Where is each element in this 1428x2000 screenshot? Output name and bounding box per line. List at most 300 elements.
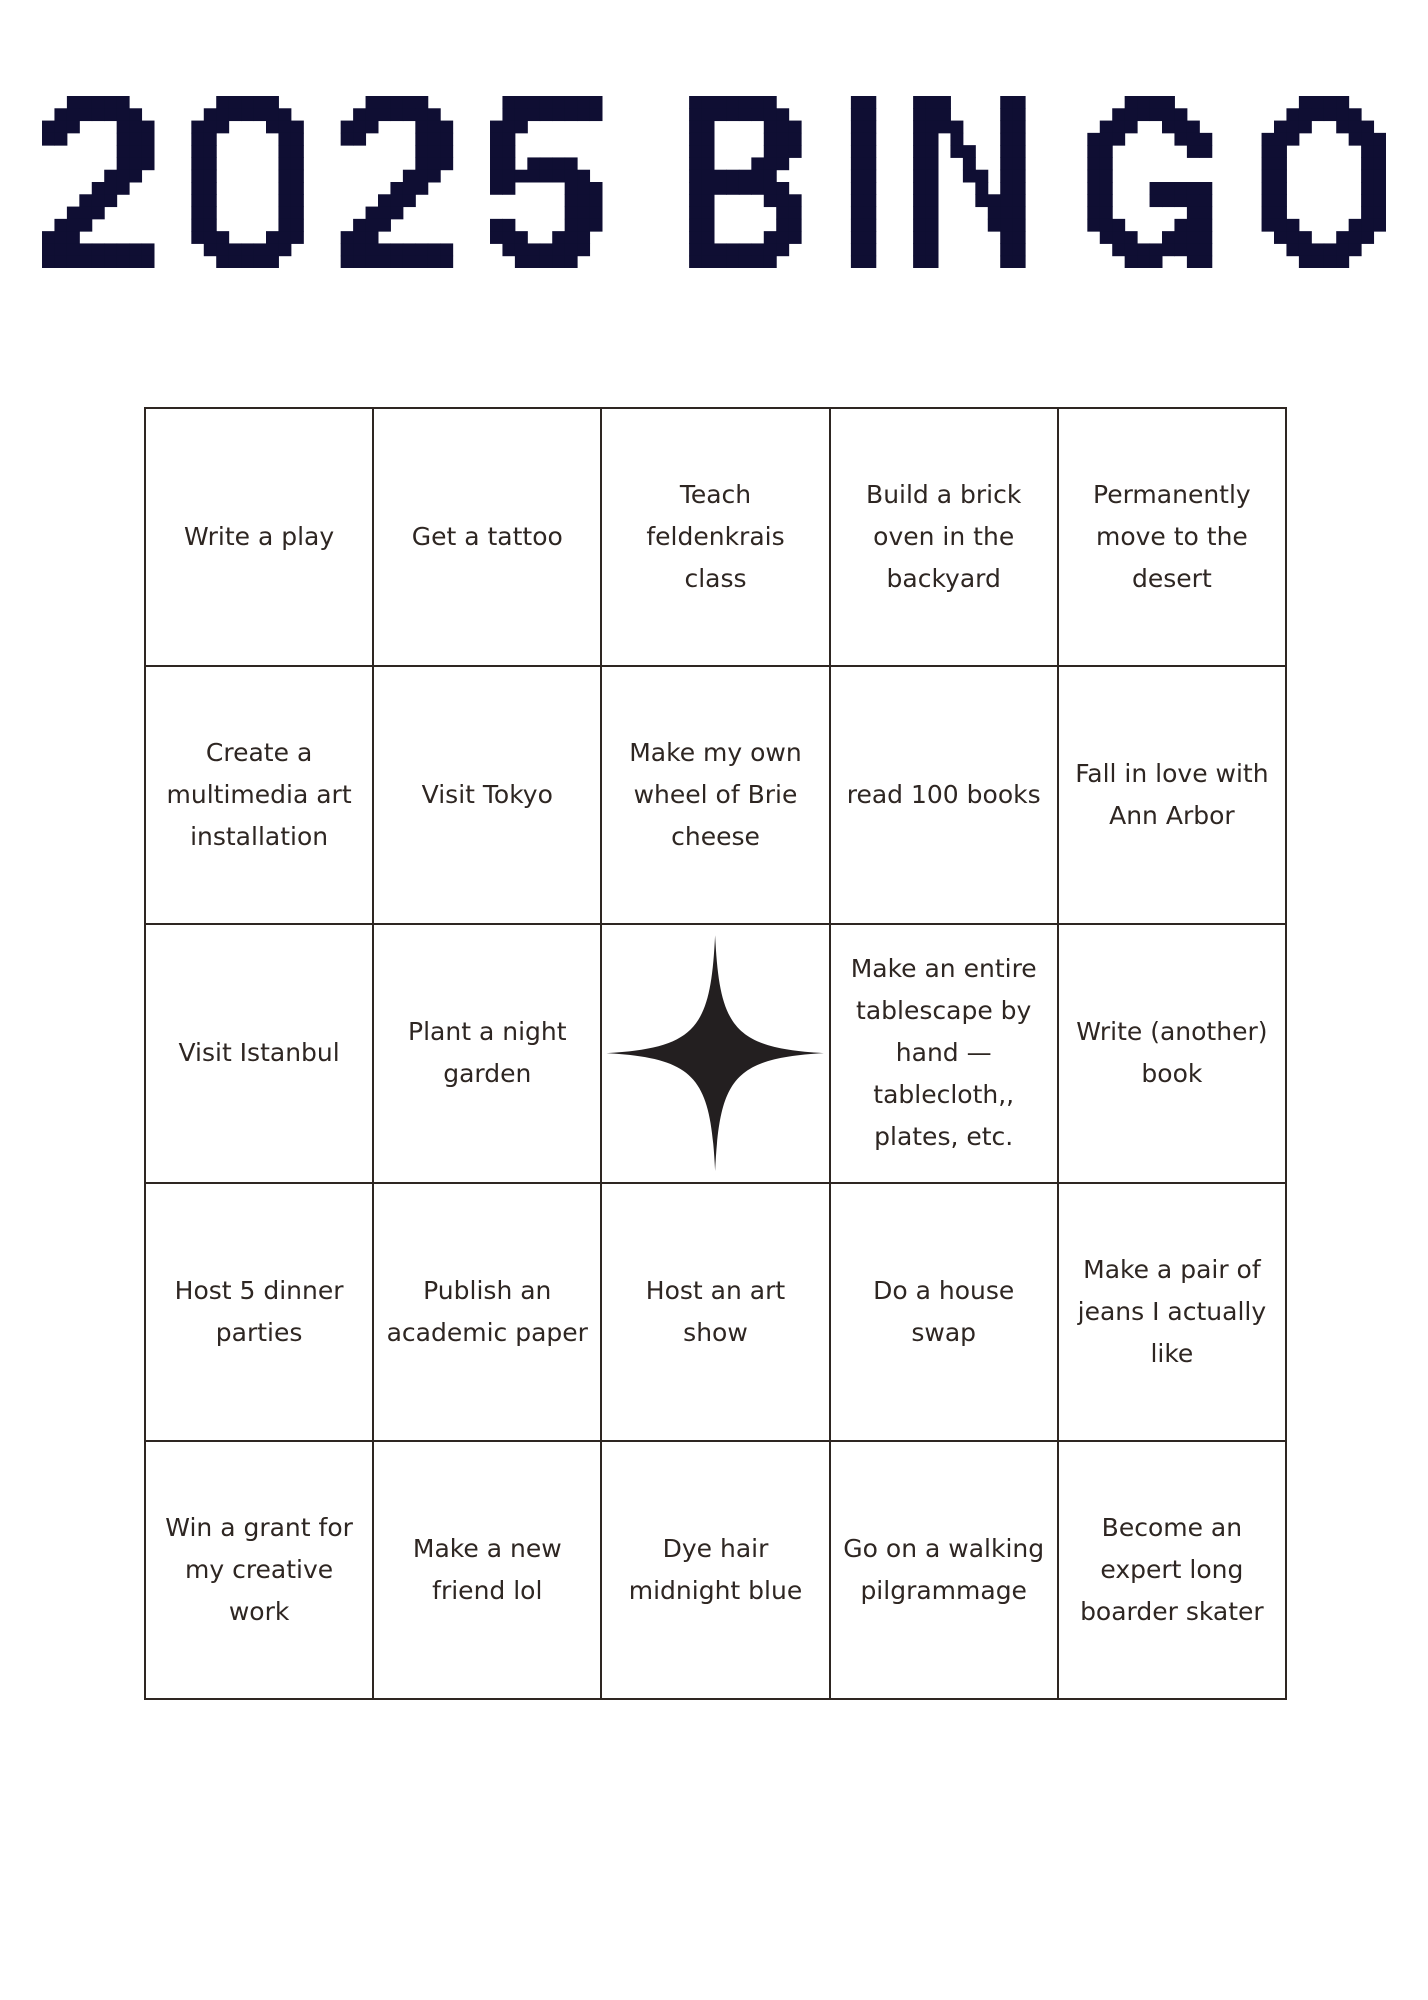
title-pixel: [366, 231, 379, 244]
title-pixel: [1013, 108, 1026, 121]
title-pixel: [204, 121, 217, 134]
title-pixel: [1361, 133, 1374, 146]
title-pixel: [552, 170, 565, 183]
title-pixel: [428, 256, 441, 268]
title-pixel: [291, 121, 304, 134]
title-pixel: [739, 170, 752, 183]
title-pixel: [1199, 194, 1212, 207]
title-pixel: [764, 194, 777, 207]
title-pixel: [726, 243, 739, 256]
title-pixel: [1361, 121, 1374, 134]
bingo-cell[interactable]: [601, 1441, 829, 1699]
bingo-cell[interactable]: [373, 666, 601, 924]
title-pixel: [1286, 108, 1299, 121]
title-pixel: [1199, 145, 1212, 158]
title-pixel: [863, 207, 876, 220]
bingo-cell-text: Visit Tokyo: [421, 780, 553, 810]
title-pixel: [1199, 243, 1212, 256]
title-pixel: [129, 133, 142, 146]
title-pixel: [191, 170, 204, 183]
title-pixel: [79, 108, 92, 121]
title-pixel: [1100, 231, 1113, 244]
title-pixel: [1100, 219, 1113, 232]
title-pixel: [1150, 96, 1163, 109]
bingo-cell[interactable]: [145, 408, 373, 666]
title-pixel: [776, 108, 789, 121]
title-pixel: [926, 243, 939, 256]
bingo-cell-text: Permanently move to the desert: [1093, 480, 1251, 594]
title-pixel: [1087, 145, 1100, 158]
title-pixel: [1336, 256, 1349, 268]
title-pixel: [1137, 108, 1150, 121]
title-pixel: [963, 157, 976, 170]
title-pixel: [129, 145, 142, 158]
title-pixel: [776, 231, 789, 244]
title-pixel: [913, 182, 926, 195]
title-pixel: [353, 121, 366, 134]
bingo-cell-text: Make a pair of jeans I actually like: [1077, 1254, 1267, 1368]
title-pixel: [67, 231, 80, 244]
title-pixel: [440, 256, 453, 268]
title-pixel: [117, 108, 130, 121]
title-pixel: [104, 194, 117, 207]
title-pixel: [1000, 145, 1013, 158]
title-pixel: [92, 207, 105, 220]
title-pixel: [913, 96, 926, 109]
title-pixel: [851, 170, 864, 183]
title-pixel: [1187, 256, 1200, 268]
title-pixel: [204, 182, 217, 195]
title-pixel: [1299, 96, 1312, 109]
title-pixel: [689, 207, 702, 220]
bingo-cell-text: Win a grant for my creative work: [165, 1512, 353, 1626]
page-title: [42, 96, 1386, 268]
title-pixel: [1187, 133, 1200, 146]
title-pixel: [415, 121, 428, 134]
title-pixel: [440, 157, 453, 170]
bingo-cell[interactable]: [830, 1183, 1058, 1441]
bingo-cell[interactable]: [601, 408, 829, 666]
title-pixel: [1324, 256, 1337, 268]
title-pixel: [191, 194, 204, 207]
title-pixel: [266, 121, 279, 134]
title-pixel: [527, 170, 540, 183]
title-pixel: [490, 182, 503, 195]
title-pixel: [726, 96, 739, 109]
title-pixel: [863, 133, 876, 146]
title-pixel: [1013, 157, 1026, 170]
title-pixel: [54, 231, 67, 244]
title-pixel: [577, 207, 590, 220]
title-pixel: [726, 182, 739, 195]
title-pixel: [714, 170, 727, 183]
title-pixel: [1274, 145, 1287, 158]
title-pixel: [1361, 231, 1374, 244]
title-pixel: [67, 121, 80, 134]
title-pixel: [1311, 108, 1324, 121]
title-pixel: [403, 243, 416, 256]
title-pixel: [1187, 182, 1200, 195]
title-pixel: [278, 121, 291, 134]
title-pixel: [1336, 96, 1349, 109]
title-pixel: [1000, 219, 1013, 232]
title-pixel: [1174, 182, 1187, 195]
title-pixel: [278, 170, 291, 183]
title-pixel: [689, 145, 702, 158]
title-pixel: [926, 194, 939, 207]
title-pixel: [241, 108, 254, 121]
title-pixel: [1311, 243, 1324, 256]
title-pixel: [142, 133, 155, 146]
title-pixel: [527, 157, 540, 170]
title-pixel: [440, 133, 453, 146]
title-pixel: [254, 256, 267, 268]
title-pixel: [764, 256, 777, 268]
title-pixel: [1174, 231, 1187, 244]
title-pixel: [963, 145, 976, 158]
title-pixel: [702, 182, 715, 195]
title-pixel: [1000, 231, 1013, 244]
title-pixel: [552, 256, 565, 268]
title-pixel: [129, 121, 142, 134]
title-pixel: [1013, 243, 1026, 256]
title-pixel: [403, 256, 416, 268]
title-pixel: [1000, 170, 1013, 183]
bingo-cell[interactable]: [601, 666, 829, 924]
bingo-cell[interactable]: [1058, 666, 1286, 924]
title-pixel: [926, 133, 939, 146]
title-pixel: [590, 96, 603, 109]
title-pixel: [540, 108, 553, 121]
title-pixel: [490, 157, 503, 170]
title-pixel: [291, 133, 304, 146]
title-pixel: [776, 121, 789, 134]
title-pixel: [502, 133, 515, 146]
title-pixel: [1000, 194, 1013, 207]
title-pixel: [1125, 96, 1138, 109]
title-pixel: [751, 96, 764, 109]
title-pixel: [79, 96, 92, 109]
title-pixel: [776, 207, 789, 220]
bingo-cell-text: Visit Istanbul: [178, 1038, 340, 1068]
title-pixel: [415, 133, 428, 146]
title-pixel: [502, 170, 515, 183]
title-pixel: [79, 207, 92, 220]
title-pixel: [216, 231, 229, 244]
bingo-cell[interactable]: [373, 924, 601, 1182]
title-pixel: [739, 96, 752, 109]
title-pixel: [552, 243, 565, 256]
bingo-cell-text: Plant a night garden: [408, 1017, 567, 1089]
title-pixel: [764, 133, 777, 146]
title-pixel: [229, 256, 242, 268]
title-pixel: [1299, 108, 1312, 121]
title-pixel: [1199, 219, 1212, 232]
title-pixel: [117, 243, 130, 256]
bingo-cell[interactable]: [373, 1441, 601, 1699]
title-pixel: [502, 182, 515, 195]
title-pixel: [540, 96, 553, 109]
title-pixel: [863, 194, 876, 207]
title-pixel: [552, 108, 565, 121]
bingo-cell-text: Build a brick oven in the backyard: [866, 480, 1022, 594]
title-pixel: [975, 182, 988, 195]
title-pixel: [440, 121, 453, 134]
title-pixel: [440, 145, 453, 158]
title-pixel: [1274, 219, 1287, 232]
title-pixel: [577, 231, 590, 244]
title-pixel: [1262, 170, 1275, 183]
title-pixel: [1262, 219, 1275, 232]
title-pixel: [229, 108, 242, 121]
title-pixel: [1137, 243, 1150, 256]
title-pixel: [926, 96, 939, 109]
title-pixel: [1162, 108, 1175, 121]
bingo-cell[interactable]: [1058, 924, 1286, 1182]
title-pixel: [1112, 121, 1125, 134]
title-pixel: [1187, 121, 1200, 134]
title-pixel: [1262, 145, 1275, 158]
bingo-cell[interactable]: [373, 408, 601, 666]
title-pixel: [266, 231, 279, 244]
title-pixel: [79, 194, 92, 207]
title-pixel: [515, 121, 528, 134]
title-pixel: [353, 108, 366, 121]
title-pixel: [1274, 157, 1287, 170]
title-pixel: [117, 145, 130, 158]
title-pixel: [565, 256, 578, 268]
bingo-cell-free[interactable]: [601, 924, 829, 1182]
bingo-cell[interactable]: [601, 1183, 829, 1441]
title-pixel: [1274, 231, 1287, 244]
bingo-cell-text: Create a multimedia art installation: [166, 738, 352, 852]
title-pixel: [714, 256, 727, 268]
title-pixel: [938, 108, 951, 121]
title-pixel: [702, 243, 715, 256]
title-pixel: [366, 96, 379, 109]
title-pixel: [1187, 194, 1200, 207]
title-pixel: [390, 256, 403, 268]
bingo-cell[interactable]: [145, 666, 373, 924]
title-pixel: [1336, 243, 1349, 256]
title-pixel: [590, 108, 603, 121]
title-pixel: [1013, 133, 1026, 146]
bingo-cell[interactable]: [830, 924, 1058, 1182]
title-pixel: [278, 207, 291, 220]
bingo-cell[interactable]: [145, 1441, 373, 1699]
title-pixel: [913, 108, 926, 121]
title-pixel: [278, 108, 291, 121]
title-pixel: [490, 133, 503, 146]
title-pixel: [851, 182, 864, 195]
title-pixel: [42, 133, 55, 146]
bingo-cell[interactable]: [145, 924, 373, 1182]
title-pixel: [378, 256, 391, 268]
title-pixel: [1137, 256, 1150, 268]
title-pixel: [751, 157, 764, 170]
title-pixel: [403, 96, 416, 109]
title-pixel: [1262, 194, 1275, 207]
title-pixel: [565, 231, 578, 244]
title-pixel: [913, 170, 926, 183]
title-pixel: [863, 157, 876, 170]
title-pixel: [863, 256, 876, 268]
bingo-cell[interactable]: [830, 1441, 1058, 1699]
title-pixel: [565, 194, 578, 207]
title-pixel: [403, 108, 416, 121]
title-pixel: [851, 219, 864, 232]
bingo-cell[interactable]: [830, 666, 1058, 924]
title-pixel: [1100, 121, 1113, 134]
bingo-grid: [144, 407, 1287, 1700]
bingo-cell-text: Host an art show: [645, 1275, 786, 1347]
title-pixel: [714, 182, 727, 195]
title-pixel: [353, 219, 366, 232]
title-pixel: [689, 170, 702, 183]
title-pixel: [428, 157, 441, 170]
title-pixel: [502, 108, 515, 121]
title-pixel: [913, 256, 926, 268]
title-pixel: [863, 170, 876, 183]
title-pixel: [1349, 243, 1362, 256]
title-pixel: [863, 231, 876, 244]
title-pixel: [266, 96, 279, 109]
title-pixel: [789, 145, 802, 158]
title-pixel: [378, 96, 391, 109]
title-pixel: [851, 121, 864, 134]
title-pixel: [1199, 133, 1212, 146]
title-pixel: [428, 133, 441, 146]
title-pixel: [1125, 231, 1138, 244]
title-pixel: [702, 207, 715, 220]
title-pixel: [67, 243, 80, 256]
bingo-cell[interactable]: [830, 408, 1058, 666]
title-pixel: [926, 170, 939, 183]
title-pixel: [1150, 194, 1163, 207]
title-pixel: [216, 256, 229, 268]
title-pixel: [1087, 157, 1100, 170]
title-pixel: [1112, 243, 1125, 256]
title-pixel: [1013, 121, 1026, 134]
title-pixel: [502, 219, 515, 232]
title-pixel: [366, 256, 379, 268]
title-pixel: [291, 145, 304, 158]
title-pixel: [104, 182, 117, 195]
title-pixel: [403, 182, 416, 195]
title-pixel: [1199, 256, 1212, 268]
title-pixel: [502, 231, 515, 244]
title-pixel: [913, 207, 926, 220]
title-pixel: [54, 219, 67, 232]
title-pixel: [142, 121, 155, 134]
bingo-cell[interactable]: [1058, 1183, 1286, 1441]
title-pixel: [54, 133, 67, 146]
bingo-cell[interactable]: [1058, 408, 1286, 666]
title-pixel: [1112, 133, 1125, 146]
title-pixel: [1361, 194, 1374, 207]
title-pixel: [1286, 121, 1299, 134]
title-pixel: [1125, 256, 1138, 268]
title-pixel: [1112, 231, 1125, 244]
title-pixel: [490, 170, 503, 183]
title-pixel: [789, 219, 802, 232]
bingo-cell[interactable]: [1058, 1441, 1286, 1699]
title-pixel: [926, 219, 939, 232]
title-pixel: [851, 96, 864, 109]
bingo-cell-text: Make a new friend lol: [412, 1533, 562, 1605]
title-pixel: [191, 231, 204, 244]
title-pixel: [1087, 219, 1100, 232]
title-pixel: [291, 231, 304, 244]
title-pixel: [415, 145, 428, 158]
title-pixel: [1162, 182, 1175, 195]
title-pixel: [79, 219, 92, 232]
title-pixel: [490, 145, 503, 158]
title-pixel: [540, 157, 553, 170]
title-pixel: [702, 145, 715, 158]
title-pixel: [702, 133, 715, 146]
title-pixel: [851, 108, 864, 121]
title-pixel: [378, 243, 391, 256]
title-pixel: [1262, 207, 1275, 220]
title-pixel: [1162, 121, 1175, 134]
title-pixel: [975, 170, 988, 183]
title-pixel: [1374, 133, 1386, 146]
title-pixel: [789, 207, 802, 220]
title-pixel: [863, 121, 876, 134]
bingo-cell[interactable]: [373, 1183, 601, 1441]
title-pixel: [863, 108, 876, 121]
title-pixel: [702, 170, 715, 183]
title-pixel: [1187, 145, 1200, 158]
bingo-cell[interactable]: [145, 1183, 373, 1441]
title-pixel: [577, 194, 590, 207]
title-pixel: [913, 219, 926, 232]
title-pixel: [353, 133, 366, 146]
title-pixel: [926, 145, 939, 158]
title-pixel: [254, 108, 267, 121]
title-pixel: [67, 96, 80, 109]
title-pixel: [291, 182, 304, 195]
title-pixel: [341, 243, 354, 256]
title-pixel: [1311, 96, 1324, 109]
title-pixel: [54, 121, 67, 134]
title-pixel: [1174, 243, 1187, 256]
title-pixel: [577, 243, 590, 256]
title-pixel: [142, 243, 155, 256]
title-pixel: [851, 133, 864, 146]
title-pixel: [1013, 145, 1026, 158]
title-pixel: [851, 243, 864, 256]
title-pixel: [702, 157, 715, 170]
title-pixel: [988, 207, 1001, 220]
title-pixel: [291, 194, 304, 207]
title-pixel: [1125, 121, 1138, 134]
title-pixel: [440, 243, 453, 256]
title-pixel: [92, 182, 105, 195]
title-pixel: [216, 108, 229, 121]
title-pixel: [1150, 108, 1163, 121]
title-pixel: [702, 96, 715, 109]
title-pixel: [1187, 231, 1200, 244]
title-pixel: [764, 157, 777, 170]
title-pixel: [353, 243, 366, 256]
title-pixel: [1374, 207, 1386, 220]
title-pixel: [117, 96, 130, 109]
title-pixel: [1286, 133, 1299, 146]
title-pixel: [751, 170, 764, 183]
title-pixel: [1274, 121, 1287, 134]
